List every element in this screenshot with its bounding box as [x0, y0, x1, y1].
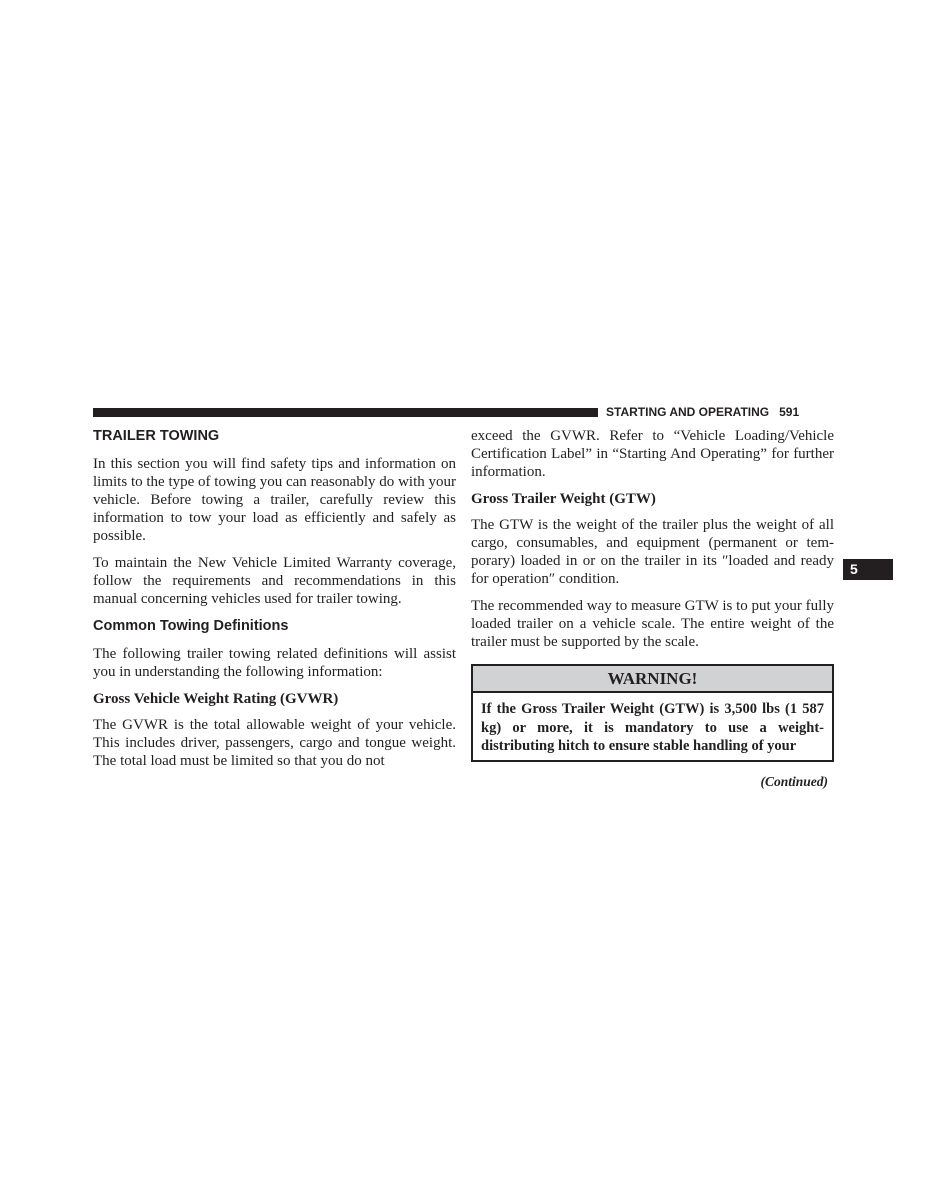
- paragraph-gvwr-continued: exceed the GVWR. Refer to “Vehicle Loading/Vehicle Certification Label” in “Starting And Operating” for further information.: [471, 428, 834, 480]
- chapter-tab: 5: [843, 559, 893, 580]
- section-title: STARTING AND OPERATING: [606, 405, 770, 419]
- warning-text: If the Gross Trailer Weight (GTW) is 3,500 lbs (1 587 kg) or more, it is mandatory to use a weight-distributing hitch to ensure stable handling of your: [481, 701, 824, 754]
- heading-gtw: Gross Trailer Weight (GTW): [471, 491, 656, 507]
- warning-box: [471, 664, 834, 762]
- paragraph-gtw: The GTW is the weight of the trailer plus the weight of all cargo, consumables, and equipment (permanent or temporary) loaded in or on the trailer in its ″loaded and ready for operation″ condition.: [471, 517, 834, 587]
- paragraph-gvwr: The GVWR is the total allowable weight of your vehicle. This includes driver, passengers, cargo and tongue weight. The total load must be limited so that you do not: [93, 717, 456, 769]
- paragraph-definitions-intro: The following trailer towing related definitions will assist you in understanding the following information:: [93, 646, 456, 680]
- continued-label: (Continued): [760, 774, 828, 789]
- warning-title: WARNING!: [473, 666, 832, 693]
- heading-common-definitions: Common Towing Definitions: [93, 618, 289, 634]
- running-header: [606, 405, 836, 420]
- paragraph-intro: In this section you will find safety tips and information on limits to the type of towing you can reasonably do with your vehicle. Before towing a trailer, carefully review this information to tow your load as efficiently and safely as possible.: [93, 456, 456, 544]
- heading-trailer-towing: TRAILER TOWING: [93, 428, 220, 444]
- left-column: [93, 427, 456, 779]
- paragraph-gtw-measure: The recommended way to measure GTW is to put your fully loaded trailer on a vehicle scale. The entire weight of the trailer must be supported by the scale.: [471, 598, 834, 650]
- right-column: [471, 427, 834, 762]
- page-number: 591: [779, 405, 800, 419]
- header-rule: [93, 408, 598, 417]
- heading-gvwr: Gross Vehicle Weight Rating (GVWR): [93, 691, 339, 707]
- paragraph-warranty: To maintain the New Vehicle Limited Warranty coverage, follow the requirements and recommendations in this manual concerning vehicles used for trailer towing.: [93, 555, 456, 607]
